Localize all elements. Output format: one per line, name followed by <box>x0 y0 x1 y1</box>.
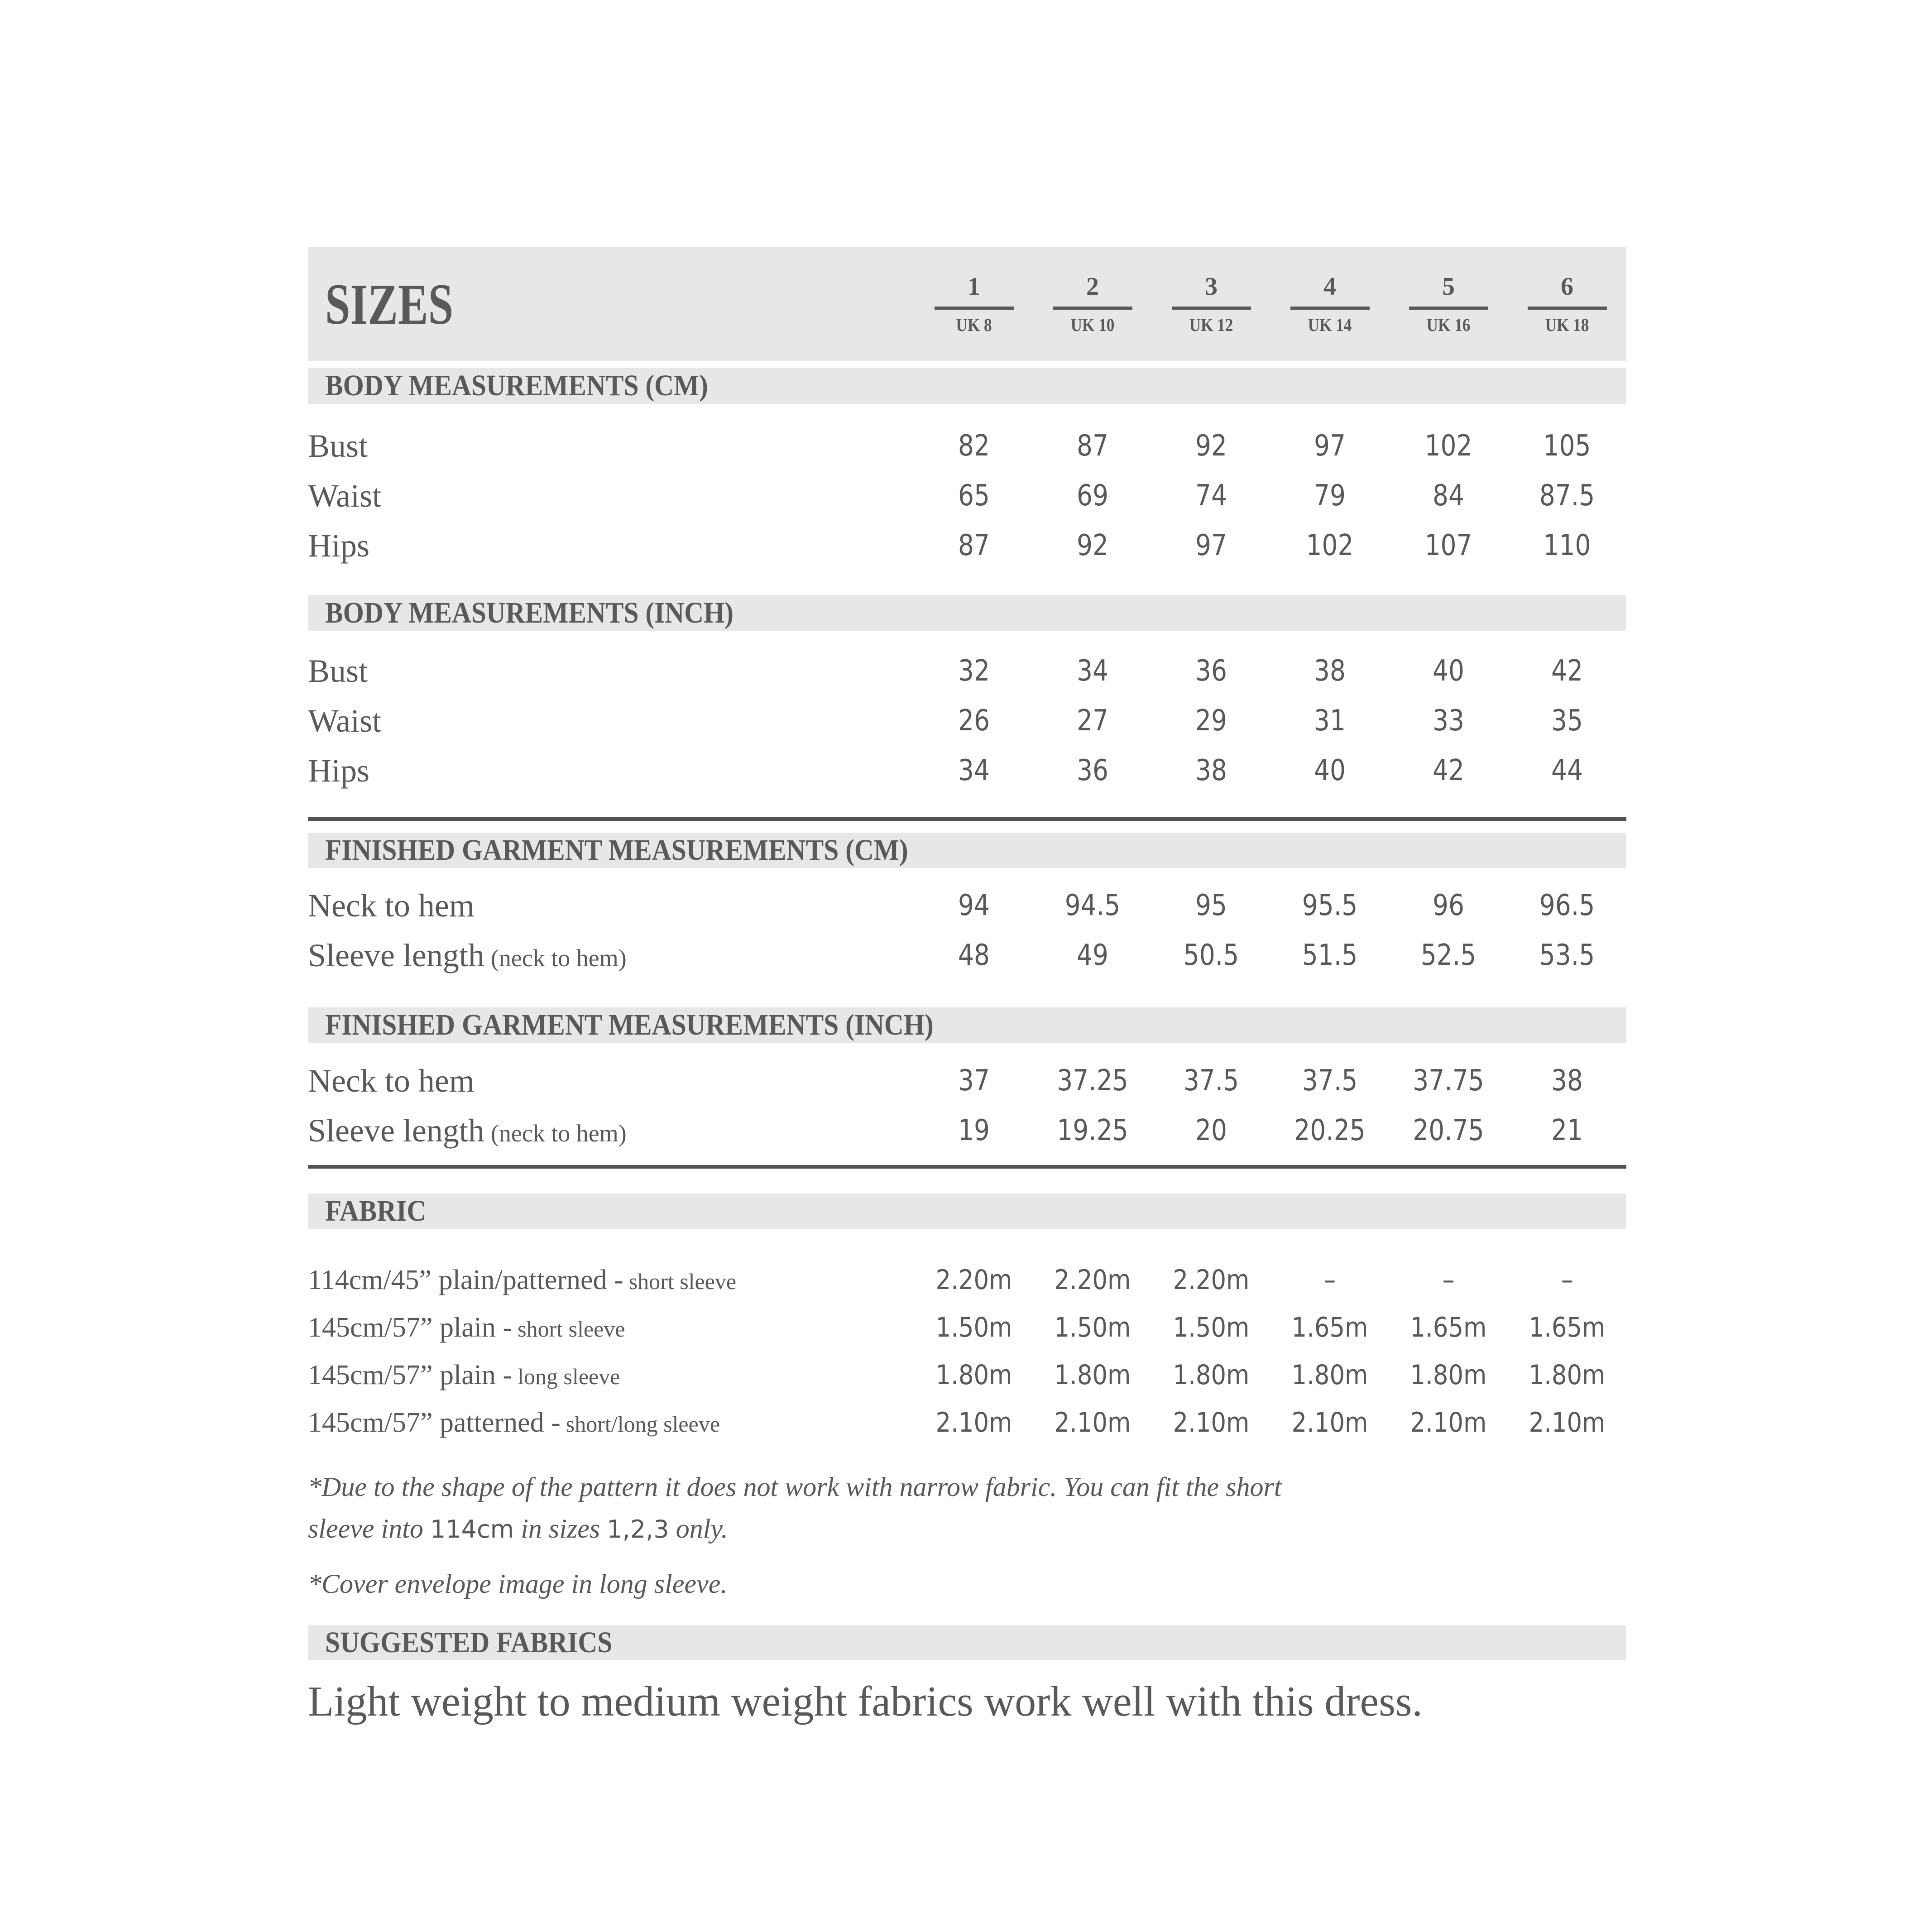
size-underline <box>1053 307 1132 310</box>
value-cell: 40 <box>1314 754 1346 787</box>
value-cell: 27 <box>1076 704 1109 738</box>
garment-inch-rows <box>308 1056 1626 1155</box>
value-cell: 35 <box>1551 704 1583 738</box>
row-label: Neck to hem <box>308 887 475 924</box>
value-cell: 92 <box>1195 429 1227 463</box>
section-divider <box>308 1165 1626 1169</box>
value-cell: 110 <box>1543 529 1591 562</box>
fabric-value-cell: 2.20m <box>1054 1264 1131 1296</box>
value-cell: 19.25 <box>1057 1114 1128 1147</box>
sizes-header-band <box>308 247 1626 361</box>
uk-size-label: UK 10 <box>1070 315 1115 335</box>
row-sublabel: (neck to hem) <box>490 944 627 972</box>
fabric-value-cell: 1.80m <box>1054 1359 1131 1391</box>
value-cell: 87 <box>958 529 990 562</box>
fabric-value-cell: – <box>1442 1264 1455 1296</box>
value-cell: 37.5 <box>1183 1064 1239 1098</box>
size-column-header-2 <box>1033 274 1152 334</box>
value-cell: 33 <box>1432 704 1465 738</box>
fabric-value-cell: 2.20m <box>1173 1264 1250 1296</box>
page-title: SIZES <box>325 272 454 336</box>
value-cell: 37.5 <box>1302 1064 1358 1098</box>
value-cell: 48 <box>958 939 990 972</box>
uk-size-label: UK 8 <box>956 315 992 335</box>
value-cell: 26 <box>958 704 990 738</box>
fabric-sublabel: short sleeve <box>628 1268 737 1294</box>
garment-cm-rows <box>308 881 1626 980</box>
section-heading-garment-cm: FINISHED GARMENT MEASUREMENTS (CM) <box>308 833 1626 868</box>
row-label: Waist <box>308 478 382 514</box>
value-cell: 87 <box>1076 429 1109 463</box>
size-chart-content <box>308 247 1626 1723</box>
fabric-value-cell: 1.65m <box>1410 1311 1487 1343</box>
value-cell: 29 <box>1195 704 1227 738</box>
fabric-value-cell: 2.20m <box>935 1264 1012 1296</box>
row-label: Sleeve length <box>308 1112 484 1149</box>
fabric-value-cell: 2.10m <box>1054 1406 1131 1438</box>
value-cell: 69 <box>1076 479 1109 513</box>
value-cell: 44 <box>1551 754 1583 787</box>
table-row-hips-inch <box>308 746 1626 796</box>
uk-size-label: UK 12 <box>1189 315 1233 335</box>
fabric-value-cell: 2.10m <box>1173 1406 1250 1438</box>
size-number: 4 <box>1323 273 1336 301</box>
value-cell: 96.5 <box>1539 889 1595 922</box>
value-cell: 79 <box>1314 479 1346 513</box>
uk-size-label: UK 18 <box>1545 315 1589 335</box>
fabric-row-145-plain-short <box>308 1304 1626 1351</box>
section-heading-suggested-fabrics: SUGGESTED FABRICS <box>308 1625 1626 1660</box>
table-row-neck-to-hem-inch <box>308 1056 1626 1106</box>
fabric-value-cell: 1.80m <box>935 1359 1012 1391</box>
value-cell: 53.5 <box>1539 939 1595 972</box>
size-column-header-4 <box>1270 274 1389 334</box>
fabric-label: 145cm/57” patterned - <box>308 1407 561 1438</box>
size-underline <box>935 307 1014 310</box>
value-cell: 49 <box>1076 939 1109 972</box>
value-cell: 38 <box>1551 1064 1583 1098</box>
suggested-fabrics-text: Light weight to medium weight fabrics work well with this dress. <box>308 1678 1423 1725</box>
fabric-value-cell: 1.80m <box>1173 1359 1250 1391</box>
value-cell: 20.75 <box>1413 1114 1484 1147</box>
value-cell: 97 <box>1314 429 1346 463</box>
value-cell: 20.25 <box>1294 1114 1366 1147</box>
fabric-sublabel: long sleeve <box>518 1363 620 1389</box>
size-column-header-6 <box>1508 274 1626 334</box>
value-cell: 94 <box>958 889 990 922</box>
fabric-value-cell: 2.10m <box>1410 1406 1487 1438</box>
value-cell: 20 <box>1195 1114 1227 1147</box>
fabric-value-cell: 1.65m <box>1291 1311 1368 1343</box>
value-cell: 102 <box>1306 529 1354 562</box>
size-number: 2 <box>1086 273 1099 301</box>
section-heading-fabric: FABRIC <box>308 1194 1626 1229</box>
value-cell: 31 <box>1314 704 1346 738</box>
fabric-value-cell: 1.80m <box>1410 1359 1487 1391</box>
value-cell: 65 <box>958 479 990 513</box>
fabric-row-145-plain-long <box>308 1351 1626 1399</box>
value-cell: 96 <box>1432 889 1465 922</box>
value-cell: 84 <box>1432 479 1465 513</box>
size-column-header-1 <box>915 274 1033 334</box>
section-heading-body-inch: BODY MEASUREMENTS (INCH) <box>308 595 1626 631</box>
value-cell: 34 <box>958 754 990 787</box>
table-row-sleeve-length-cm <box>308 930 1626 980</box>
fabric-value-cell: 2.10m <box>935 1406 1012 1438</box>
table-row-waist-inch <box>308 696 1626 746</box>
fabric-row-145-patterned <box>308 1399 1626 1446</box>
row-sublabel: (neck to hem) <box>490 1120 627 1147</box>
value-cell: 51.5 <box>1302 939 1358 972</box>
size-column-header-5 <box>1389 274 1508 334</box>
value-cell: 37.75 <box>1413 1064 1484 1098</box>
table-row-waist-cm <box>308 471 1626 521</box>
cover-envelope-note: *Cover envelope image in long sleeve. <box>308 1569 728 1599</box>
value-cell: 105 <box>1543 429 1591 463</box>
uk-size-label: UK 14 <box>1308 315 1352 335</box>
value-cell: 40 <box>1432 654 1465 688</box>
row-label: Neck to hem <box>308 1063 475 1099</box>
value-cell: 92 <box>1076 529 1109 562</box>
fabric-label: 114cm/45” plain/patterned - <box>308 1264 623 1295</box>
fabric-value-cell: – <box>1561 1264 1573 1296</box>
fabric-value-cell: 1.50m <box>1054 1311 1131 1343</box>
row-label: Hips <box>308 527 370 564</box>
fabric-value-cell: 1.80m <box>1529 1359 1606 1391</box>
value-cell: 52.5 <box>1420 939 1477 972</box>
fabric-label: 145cm/57” plain - <box>308 1312 513 1343</box>
value-cell: 74 <box>1195 479 1227 513</box>
fabric-rows <box>308 1256 1626 1446</box>
value-cell: 36 <box>1076 754 1109 787</box>
value-cell: 38 <box>1195 754 1227 787</box>
value-cell: 21 <box>1551 1114 1583 1147</box>
size-column-header-3 <box>1152 274 1270 334</box>
value-cell: 87.5 <box>1539 479 1595 513</box>
fabric-value-cell: 1.65m <box>1529 1311 1606 1343</box>
fabric-value-cell: 1.80m <box>1291 1359 1368 1391</box>
row-label: Bust <box>308 428 368 464</box>
value-cell: 37 <box>958 1064 990 1098</box>
size-number: 5 <box>1442 273 1455 301</box>
fabric-footnote <box>308 1466 1626 1550</box>
value-cell: 107 <box>1424 529 1472 562</box>
value-cell: 37.25 <box>1057 1064 1128 1098</box>
value-cell: 19 <box>958 1114 990 1147</box>
uk-size-label: UK 16 <box>1426 315 1471 335</box>
row-label: Hips <box>308 753 370 789</box>
fabric-value-cell: 2.10m <box>1529 1406 1606 1438</box>
table-row-sleeve-length-inch <box>308 1106 1626 1155</box>
size-underline <box>1172 307 1251 310</box>
fabric-value-cell: 1.50m <box>1173 1311 1250 1343</box>
section-heading-garment-inch: FINISHED GARMENT MEASUREMENTS (INCH) <box>308 1007 1626 1043</box>
fabric-sublabel: short sleeve <box>518 1316 625 1342</box>
row-label: Waist <box>308 703 382 739</box>
row-label: Sleeve length <box>308 937 484 973</box>
value-cell: 97 <box>1195 529 1227 562</box>
footnote-line-1: *Due to the shape of the pattern it does not work with narrow fabric. You can fit the short <box>308 1472 1282 1502</box>
size-number: 3 <box>1205 273 1218 301</box>
value-cell: 102 <box>1424 429 1472 463</box>
value-cell: 82 <box>958 429 990 463</box>
value-cell: 38 <box>1314 654 1346 688</box>
fabric-label: 145cm/57” plain - <box>308 1359 513 1390</box>
table-row-bust-cm <box>308 421 1626 471</box>
footnote-line-2: sleeve into 114cm in sizes 1,2,3 only. <box>308 1514 728 1544</box>
fabric-value-cell: 2.10m <box>1291 1406 1368 1438</box>
row-label: Bust <box>308 653 368 689</box>
value-cell: 95 <box>1195 889 1227 922</box>
size-underline <box>1290 307 1370 310</box>
size-underline <box>1409 307 1488 310</box>
fabric-value-cell: – <box>1323 1264 1336 1296</box>
section-heading-body-cm: BODY MEASUREMENTS (CM) <box>308 368 1626 404</box>
fabric-value-cell: 1.50m <box>935 1311 1012 1343</box>
table-row-hips-cm <box>308 521 1626 570</box>
value-cell: 94.5 <box>1064 889 1121 922</box>
value-cell: 42 <box>1551 654 1583 688</box>
value-cell: 32 <box>958 654 990 688</box>
value-cell: 34 <box>1076 654 1109 688</box>
size-underline <box>1528 307 1607 310</box>
fabric-sublabel: short/long sleeve <box>566 1411 720 1437</box>
fabric-row-114-short-sleeve <box>308 1256 1626 1304</box>
size-number: 6 <box>1561 273 1573 301</box>
value-cell: 42 <box>1432 754 1465 787</box>
value-cell: 95.5 <box>1302 889 1358 922</box>
section-divider <box>308 817 1626 821</box>
value-cell: 50.5 <box>1183 939 1239 972</box>
body-cm-rows <box>308 421 1626 570</box>
size-number: 1 <box>968 273 980 301</box>
table-row-bust-inch <box>308 646 1626 696</box>
value-cell: 36 <box>1195 654 1227 688</box>
body-inch-rows <box>308 646 1626 796</box>
table-row-neck-to-hem-cm <box>308 881 1626 930</box>
